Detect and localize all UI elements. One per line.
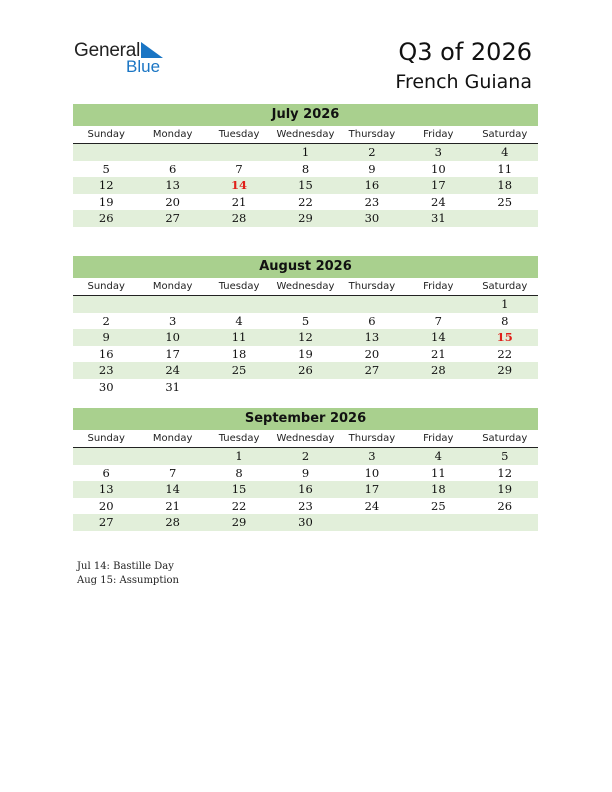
day-cell: 2 <box>368 145 376 159</box>
day-cell: 1 <box>235 449 243 463</box>
month-title: September 2026 <box>73 408 538 430</box>
day-cell: 20 <box>165 194 180 209</box>
weekday-label: Saturday <box>482 281 528 292</box>
day-cell <box>405 379 471 396</box>
holiday-note: Aug 15: Assumption <box>77 575 180 586</box>
day-cell: 13 <box>165 178 180 192</box>
day-cell: 8 <box>235 465 243 480</box>
month-july <box>73 104 538 227</box>
day-cell: 29 <box>497 363 513 377</box>
day-cell: 26 <box>298 363 313 377</box>
month-september <box>73 408 538 531</box>
day-cell <box>405 296 471 313</box>
week-row <box>73 144 538 161</box>
day-cell <box>139 144 205 161</box>
day-cell: 30 <box>98 379 114 394</box>
weekday-label: Monday <box>152 129 193 140</box>
weekday-label: Thursday <box>348 433 396 444</box>
day-cell: 15 <box>231 482 247 496</box>
page-title: Q3 of 2026 <box>398 38 532 66</box>
week-row <box>73 329 538 346</box>
week-row <box>73 379 538 396</box>
day-cell <box>73 296 139 313</box>
day-cell: 18 <box>497 178 513 192</box>
day-cell: 11 <box>497 161 513 176</box>
weekday-label: Tuesday <box>218 129 260 140</box>
day-cell: 18 <box>431 482 446 496</box>
day-cell: 6 <box>168 161 177 176</box>
weekday-label: Wednesday <box>276 281 335 292</box>
weekday-label: Sunday <box>87 281 125 292</box>
day-cell: 20 <box>364 346 380 361</box>
day-cell <box>472 210 538 227</box>
day-cell: 3 <box>368 449 376 463</box>
day-cell: 4 <box>235 313 243 328</box>
day-cell: 7 <box>235 161 243 176</box>
day-cell <box>73 448 139 465</box>
day-cell: 29 <box>298 211 313 225</box>
day-cell: 12 <box>298 330 313 344</box>
day-cell: 25 <box>431 498 446 513</box>
holiday-day-cell: 15 <box>496 330 513 344</box>
day-cell: 23 <box>98 363 114 377</box>
week-row <box>73 514 538 531</box>
day-cell: 19 <box>98 194 114 209</box>
day-cell <box>339 296 405 313</box>
brand-general-text: General <box>74 40 141 61</box>
day-cell <box>139 296 205 313</box>
day-cell: 25 <box>231 363 247 377</box>
day-cell: 28 <box>431 363 446 377</box>
day-cell: 3 <box>168 313 177 328</box>
day-cell: 16 <box>98 346 114 361</box>
day-cell <box>339 379 405 396</box>
holiday-day-cell: 14 <box>231 178 248 192</box>
week-row <box>73 296 538 313</box>
weekday-label: Thursday <box>348 129 396 140</box>
day-cell: 28 <box>165 515 180 529</box>
weekday-label: Saturday <box>482 129 528 140</box>
week-row <box>73 210 538 227</box>
week-row <box>73 346 538 363</box>
day-cell: 14 <box>431 330 446 344</box>
day-cell: 11 <box>231 330 247 344</box>
day-cell: 23 <box>364 194 380 209</box>
day-cell: 10 <box>165 330 180 344</box>
weekday-label: Wednesday <box>276 129 335 140</box>
day-cell: 31 <box>165 379 180 394</box>
day-cell: 20 <box>98 498 114 513</box>
day-cell: 16 <box>298 482 313 496</box>
month-title: July 2026 <box>73 104 538 126</box>
day-cell: 21 <box>165 498 180 513</box>
day-cell: 7 <box>168 465 177 480</box>
weekday-label: Wednesday <box>276 433 335 444</box>
day-cell: 10 <box>431 161 446 176</box>
month-title: August 2026 <box>73 256 538 278</box>
day-cell: 6 <box>102 465 110 480</box>
day-cell: 22 <box>497 346 513 361</box>
day-cell <box>272 296 338 313</box>
weekday-label: Saturday <box>482 433 528 444</box>
week-row <box>73 161 538 178</box>
day-cell: 6 <box>368 313 376 328</box>
day-cell: 21 <box>431 346 446 361</box>
day-cell: 5 <box>301 313 310 328</box>
day-cell: 13 <box>364 330 380 344</box>
week-row <box>73 448 538 465</box>
day-cell: 27 <box>165 211 180 225</box>
day-cell: 17 <box>431 178 446 192</box>
day-cell: 21 <box>231 194 247 209</box>
day-cell: 29 <box>231 515 247 529</box>
weekday-label: Tuesday <box>218 433 260 444</box>
day-cell: 8 <box>501 313 509 328</box>
weekday-label: Monday <box>152 281 193 292</box>
day-cell <box>472 514 538 531</box>
weekday-label: Monday <box>152 433 193 444</box>
day-cell: 30 <box>364 211 380 225</box>
day-cell: 1 <box>501 297 509 311</box>
brand-blue-text: Blue <box>126 57 161 76</box>
day-cell: 22 <box>298 194 313 209</box>
day-cell: 1 <box>301 145 310 159</box>
day-cell: 15 <box>298 178 313 192</box>
weekday-label: Tuesday <box>218 281 260 292</box>
day-cell: 12 <box>497 465 513 480</box>
day-cell: 22 <box>231 498 247 513</box>
day-cell: 27 <box>364 363 380 377</box>
day-cell: 4 <box>501 145 509 159</box>
day-cell: 5 <box>102 161 110 176</box>
day-cell: 2 <box>102 313 110 328</box>
day-cell: 19 <box>298 346 313 361</box>
day-cell: 2 <box>301 449 310 463</box>
week-row <box>73 313 538 330</box>
day-cell: 17 <box>165 346 180 361</box>
day-cell: 13 <box>98 482 114 496</box>
weekday-header-row <box>73 126 538 144</box>
day-cell: 17 <box>364 482 380 496</box>
day-cell: 26 <box>98 211 114 225</box>
week-row <box>73 177 538 194</box>
week-row <box>73 465 538 482</box>
week-row <box>73 194 538 211</box>
day-cell <box>272 379 338 396</box>
region-name: French Guiana <box>395 71 532 93</box>
weekday-label: Friday <box>423 281 454 292</box>
day-cell <box>206 379 272 396</box>
day-cell: 18 <box>231 346 247 361</box>
weekday-label: Friday <box>423 129 454 140</box>
week-row <box>73 362 538 379</box>
day-cell: 23 <box>298 498 313 513</box>
weekday-header-row <box>73 278 538 296</box>
day-cell <box>139 448 205 465</box>
week-row <box>73 498 538 515</box>
day-cell <box>339 514 405 531</box>
day-cell: 5 <box>501 449 509 463</box>
weekday-label: Friday <box>423 433 454 444</box>
day-cell: 9 <box>368 161 376 176</box>
day-cell: 9 <box>301 465 310 480</box>
day-cell: 27 <box>98 515 114 529</box>
day-cell: 11 <box>431 465 446 480</box>
week-row <box>73 481 538 498</box>
day-cell <box>206 296 272 313</box>
month-august <box>73 256 538 395</box>
day-cell: 16 <box>364 178 380 192</box>
day-cell: 24 <box>165 363 180 377</box>
day-cell: 30 <box>298 515 313 529</box>
day-cell <box>405 514 471 531</box>
day-cell: 26 <box>497 498 513 513</box>
brand-logo <box>74 40 174 80</box>
day-cell: 24 <box>431 194 446 209</box>
day-cell <box>472 379 538 396</box>
weekday-header-row <box>73 430 538 448</box>
day-cell: 25 <box>497 194 513 209</box>
day-cell: 24 <box>364 498 380 513</box>
day-cell: 4 <box>434 449 442 463</box>
day-cell: 19 <box>497 482 513 496</box>
day-cell: 10 <box>364 465 380 480</box>
day-cell: 12 <box>98 178 114 192</box>
day-cell: 14 <box>165 482 180 496</box>
day-cell: 28 <box>231 211 247 225</box>
day-cell: 31 <box>431 211 446 225</box>
holiday-notes <box>77 560 179 588</box>
weekday-label: Thursday <box>348 281 396 292</box>
weekday-label: Sunday <box>87 129 125 140</box>
day-cell: 9 <box>102 330 110 344</box>
brand-triangle-icon <box>141 42 163 58</box>
day-cell: 8 <box>301 161 310 176</box>
day-cell: 7 <box>434 313 442 328</box>
day-cell: 3 <box>434 145 442 159</box>
day-cell <box>206 144 272 161</box>
weekday-label: Sunday <box>87 433 125 444</box>
holiday-note: Jul 14: Bastille Day <box>77 561 174 572</box>
day-cell <box>73 144 139 161</box>
